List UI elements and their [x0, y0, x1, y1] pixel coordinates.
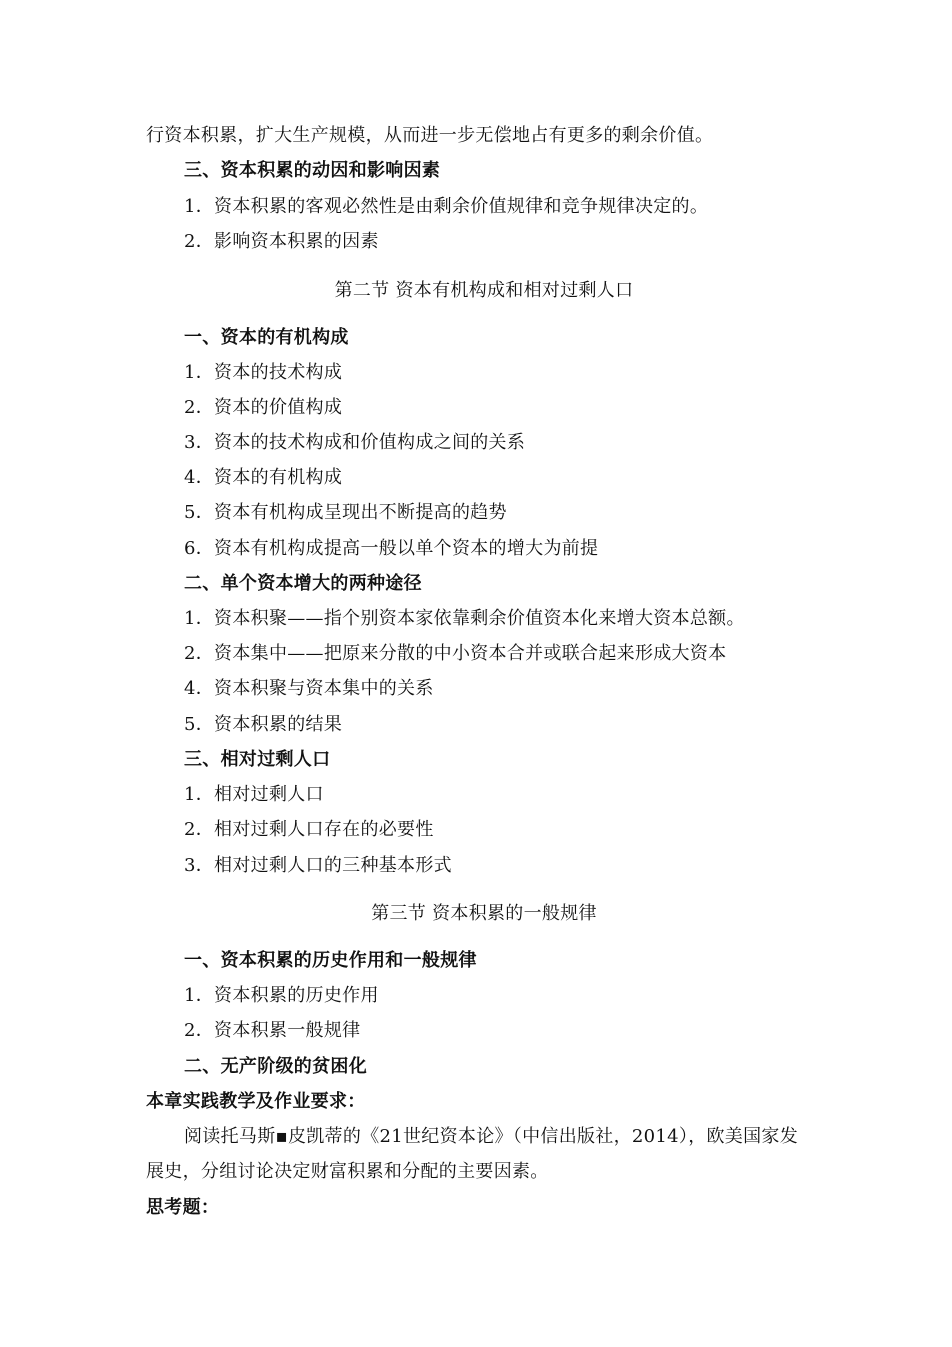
- list-item: 3．资本的技术构成和价值构成之间的关系: [184, 432, 526, 453]
- list-item: 2．资本的价值构成: [184, 397, 343, 418]
- list-item: 1．资本积聚——指个别资本家依靠剩余价值资本化来增大资本总额。: [184, 608, 745, 629]
- section-heading: 三、相对过剩人口: [184, 749, 331, 770]
- section-heading: 三、资本积累的动因和影响因素: [184, 160, 441, 181]
- section-heading: 一、资本的有机构成: [184, 327, 349, 348]
- list-item: 5．资本有机构成呈现出不断提高的趋势: [184, 502, 507, 523]
- list-item: 1．相对过剩人口: [184, 784, 324, 805]
- chapter-section-title: 第二节 资本有机构成和相对过剩人口: [334, 280, 634, 301]
- list-item: 1．资本积累的历史作用: [184, 985, 379, 1006]
- chapter-section-title: 第三节 资本积累的一般规律: [371, 903, 597, 924]
- list-item: 2．影响资本积累的因素: [184, 231, 379, 252]
- list-item: 6．资本有机构成提高一般以单个资本的增大为前提: [184, 538, 599, 559]
- paragraph-line: 阅读托马斯▪皮凯蒂的《21世纪资本论》（中信出版社，2014），欧美国家发: [184, 1126, 799, 1147]
- list-item: 2．相对过剩人口存在的必要性: [184, 819, 434, 840]
- list-item: 4．资本积聚与资本集中的关系: [184, 678, 434, 699]
- list-item: 2．资本集中——把原来分散的中小资本合并或联合起来形成大资本: [184, 643, 727, 664]
- intro-continuation-line: 行资本积累，扩大生产规模，从而进一步无偿地占有更多的剩余价值。: [146, 125, 714, 146]
- section-heading: 二、单个资本增大的两种途径: [184, 573, 422, 594]
- list-item: 1．资本积累的客观必然性是由剩余价值规律和竞争规律决定的。: [184, 196, 709, 217]
- list-item: 1．资本的技术构成: [184, 362, 343, 383]
- questions-heading: 思考题：: [146, 1197, 220, 1218]
- list-item: 4．资本的有机构成: [184, 467, 343, 488]
- paragraph-line: 展史，分组讨论决定财富积累和分配的主要因素。: [146, 1161, 549, 1182]
- section-heading: 二、无产阶级的贫困化: [184, 1056, 367, 1077]
- list-item: 2．资本积累一般规律: [184, 1020, 361, 1041]
- list-item: 3．相对过剩人口的三种基本形式: [184, 855, 452, 876]
- list-item: 5．资本积累的结果: [184, 714, 343, 735]
- section-heading: 一、资本积累的历史作用和一般规律: [184, 950, 477, 971]
- practice-requirements-heading: 本章实践教学及作业要求：: [146, 1091, 366, 1112]
